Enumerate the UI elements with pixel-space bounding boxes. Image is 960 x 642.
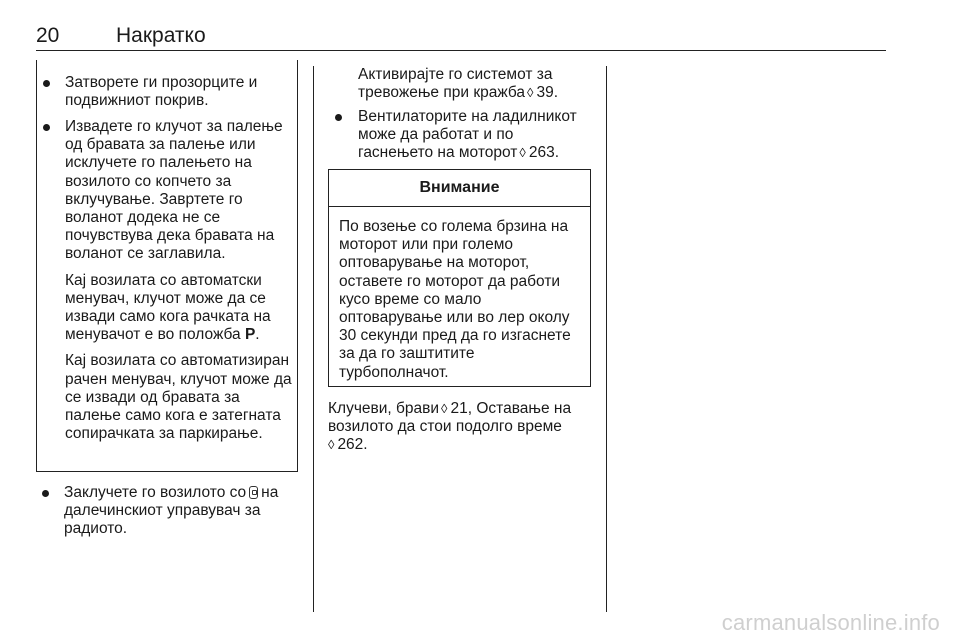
warning-box bbox=[328, 169, 591, 387]
lock-button-icon bbox=[249, 486, 258, 499]
list-item bbox=[328, 108, 590, 163]
list-item-text: Извадете го клучот за палење од бравата за палење или исклучете го палењето на возилото со копчето за вклучување. Завртете го воланот додека не се почувствува дека бравата на воланот се заглавила. bbox=[65, 118, 283, 263]
warning-title: Внимание bbox=[329, 170, 590, 207]
paragraph bbox=[65, 272, 292, 345]
page-number: 20 bbox=[36, 24, 60, 47]
page-reference[interactable]: 263. bbox=[528, 144, 559, 162]
list-item bbox=[36, 484, 298, 539]
list-item-text: Активирајте го системот за тревожење при кражба bbox=[358, 66, 553, 102]
page-reference[interactable]: 21, Оставање на возилото да стои подолго време bbox=[328, 400, 572, 436]
page-reference-icon: ◊ bbox=[441, 401, 448, 416]
running-title: Накратко bbox=[116, 24, 206, 47]
instruction-box bbox=[36, 60, 298, 472]
paragraph: Кај возилата со автоматизиран рачен менувач, клучот може да се извади од бравата за палење само кога е затегната сопирачката за паркирање. bbox=[65, 352, 292, 443]
bullet-icon bbox=[42, 490, 49, 497]
bullet-icon bbox=[335, 114, 342, 121]
list-item bbox=[37, 74, 292, 110]
page-reference-icon: ◊ bbox=[328, 437, 335, 453]
list-item-text: Вентилаторите на ладилникот може да работат и по гаснењето на моторот bbox=[358, 108, 577, 162]
gear-position-label: P bbox=[244, 326, 256, 344]
page-reference[interactable]: 39. bbox=[536, 84, 559, 102]
warning-text: По возење со голема брзина на моторот или при големо оптоварување на моторот, оставете го моторот да работи кусо време со мало оптоварување или во лер околу 30 секунди пред да го изгаснете за да го заштитите турбополначот. bbox=[339, 218, 571, 381]
list-item bbox=[37, 118, 292, 443]
page-header bbox=[36, 24, 886, 51]
list-item-text: Затворете ги прозорците и подвижниот покрив. bbox=[65, 74, 258, 110]
page-reference-icon: ◊ bbox=[527, 85, 534, 101]
page-reference[interactable]: 262. bbox=[337, 436, 368, 454]
paragraph-text: Кај возилата со автоматски менувач, клучот може да се извади само кога рачката на менувачот е во положба bbox=[65, 271, 271, 344]
xref-text: Клучеви, брави bbox=[328, 400, 440, 417]
column-divider-1 bbox=[313, 66, 314, 612]
bullet-icon bbox=[43, 124, 50, 131]
paragraph-end: . bbox=[255, 326, 260, 344]
column-divider-2 bbox=[606, 66, 607, 612]
page-reference-icon: ◊ bbox=[519, 145, 526, 161]
list-item-text: Заклучете го возилото со на далечинскиот управувач за радиото. bbox=[64, 484, 279, 538]
cross-reference bbox=[328, 400, 600, 455]
bullet-icon bbox=[43, 80, 50, 87]
watermark: carmanualsonline.info bbox=[721, 610, 940, 635]
list-item-continuation bbox=[328, 66, 590, 102]
